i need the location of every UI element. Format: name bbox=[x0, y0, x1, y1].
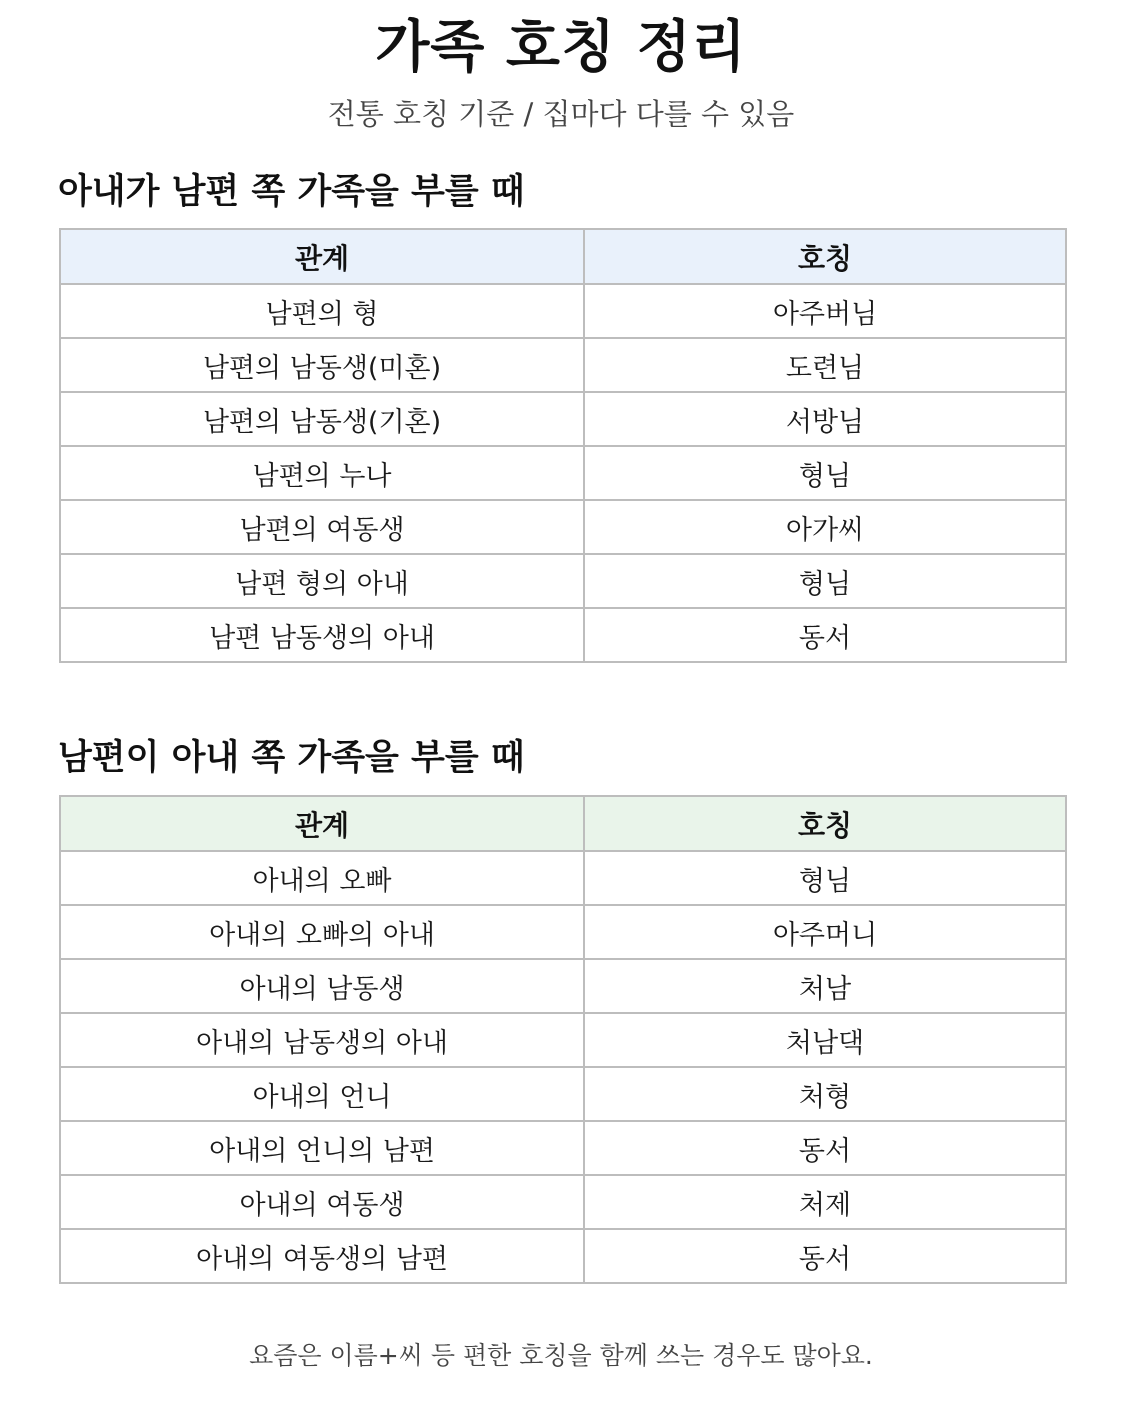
relation-cell: 아내의 남동생 bbox=[60, 959, 584, 1013]
wife-family-table bbox=[59, 795, 1067, 1284]
table-row bbox=[60, 608, 1066, 662]
table-row bbox=[60, 1175, 1066, 1229]
relation-cell: 남편의 누나 bbox=[60, 446, 584, 500]
title-cell: 아주머니 bbox=[584, 905, 1066, 959]
table-row bbox=[60, 905, 1066, 959]
relation-cell: 아내의 남동생의 아내 bbox=[60, 1013, 584, 1067]
column-header-relation: 관계 bbox=[60, 796, 584, 851]
title-cell: 처남 bbox=[584, 959, 1066, 1013]
column-header-title: 호칭 bbox=[584, 229, 1066, 284]
relation-cell: 남편 남동생의 아내 bbox=[60, 608, 584, 662]
table-row bbox=[60, 1067, 1066, 1121]
table-row bbox=[60, 446, 1066, 500]
title-cell: 동서 bbox=[584, 1229, 1066, 1283]
table-row bbox=[60, 1121, 1066, 1175]
section-title-wife-family: 남편이 아내 쪽 가족을 부를 때 bbox=[58, 738, 525, 778]
title-cell: 처남댁 bbox=[584, 1013, 1066, 1067]
title-cell: 아주버님 bbox=[584, 284, 1066, 338]
table-row bbox=[60, 284, 1066, 338]
page-subtitle: 전통 호칭 기준 / 집마다 다를 수 있음 bbox=[327, 97, 795, 131]
title-cell: 동서 bbox=[584, 1121, 1066, 1175]
table-row bbox=[60, 338, 1066, 392]
table-header-row bbox=[60, 229, 1066, 284]
relation-cell: 아내의 언니 bbox=[60, 1067, 584, 1121]
table-row bbox=[60, 392, 1066, 446]
table-row bbox=[60, 851, 1066, 905]
relation-cell: 아내의 여동생의 남편 bbox=[60, 1229, 584, 1283]
relation-cell: 아내의 언니의 남편 bbox=[60, 1121, 584, 1175]
table-header-row bbox=[60, 796, 1066, 851]
table-row bbox=[60, 554, 1066, 608]
relation-cell: 남편의 여동생 bbox=[60, 500, 584, 554]
table-row bbox=[60, 959, 1066, 1013]
column-header-relation: 관계 bbox=[60, 229, 584, 284]
page-title: 가족 호칭 정리 bbox=[375, 15, 747, 80]
title-cell: 처형 bbox=[584, 1067, 1066, 1121]
relation-cell: 남편의 남동생(기혼) bbox=[60, 392, 584, 446]
relation-cell: 남편 형의 아내 bbox=[60, 554, 584, 608]
relation-cell: 아내의 오빠의 아내 bbox=[60, 905, 584, 959]
title-cell: 형님 bbox=[584, 446, 1066, 500]
title-cell: 도련님 bbox=[584, 338, 1066, 392]
title-cell: 형님 bbox=[584, 554, 1066, 608]
relation-cell: 남편의 형 bbox=[60, 284, 584, 338]
title-cell: 아가씨 bbox=[584, 500, 1066, 554]
title-cell: 형님 bbox=[584, 851, 1066, 905]
title-cell: 처제 bbox=[584, 1175, 1066, 1229]
section-title-husband-family: 아내가 남편 쪽 가족을 부를 때 bbox=[58, 172, 525, 212]
footer-note: 요즘은 이름+씨 등 편한 호칭을 함께 쓰는 경우도 많아요. bbox=[249, 1341, 873, 1370]
relation-cell: 아내의 오빠 bbox=[60, 851, 584, 905]
table-row bbox=[60, 1013, 1066, 1067]
relation-cell: 아내의 여동생 bbox=[60, 1175, 584, 1229]
title-cell: 서방님 bbox=[584, 392, 1066, 446]
table-row bbox=[60, 1229, 1066, 1283]
relation-cell: 남편의 남동생(미혼) bbox=[60, 338, 584, 392]
husband-family-table bbox=[59, 228, 1067, 663]
title-cell: 동서 bbox=[584, 608, 1066, 662]
table-row bbox=[60, 500, 1066, 554]
column-header-title: 호칭 bbox=[584, 796, 1066, 851]
